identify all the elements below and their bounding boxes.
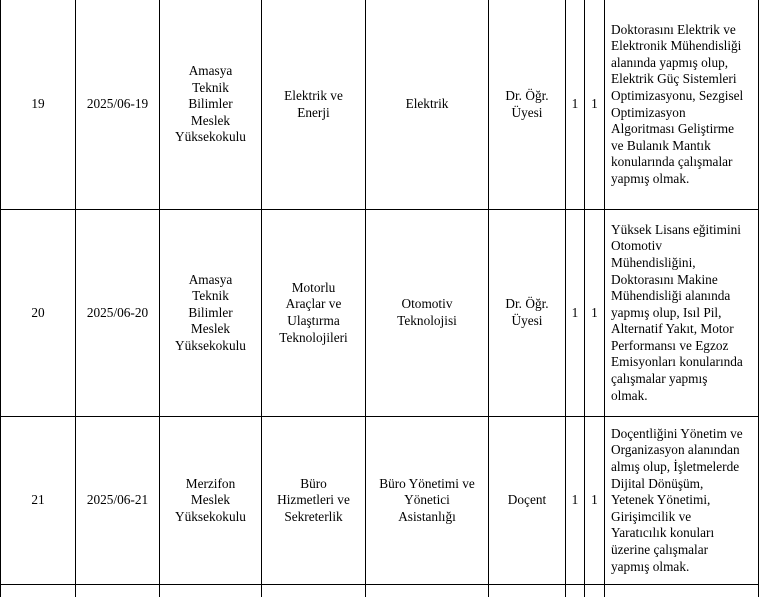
unit-name: Amasya Teknik Bilimler Meslek Yüksekokulu — [160, 210, 262, 417]
announcement-date: 2025/06-19 — [76, 0, 160, 210]
department-name: Motorlu Araçlar ve Ulaştırma Teknolojileri — [262, 210, 366, 417]
position-degree: 1 — [585, 0, 605, 210]
empty-cell — [489, 585, 566, 597]
row-number: 20 — [1, 210, 76, 417]
position-count: 1 — [566, 417, 585, 585]
program-name: Büro Yönetimi ve Yönetici Asistanlığı — [366, 417, 489, 585]
academic-title: Dr. Öğr. Üyesi — [489, 0, 566, 210]
table-row — [1, 210, 759, 417]
empty-cell — [76, 585, 160, 597]
row-number: 19 — [1, 0, 76, 210]
unit-name: Amasya Teknik Bilimler Meslek Yüksekokulu — [160, 0, 262, 210]
table-row — [1, 417, 759, 585]
row-number: 21 — [1, 417, 76, 585]
program-name: Elektrik — [366, 0, 489, 210]
position-degree: 1 — [585, 417, 605, 585]
empty-cell — [605, 585, 759, 597]
empty-cell — [585, 585, 605, 597]
position-count: 1 — [566, 210, 585, 417]
empty-cell — [366, 585, 489, 597]
requirements-description: Yüksek Lisans eğitimini Otomotiv Mühendisliğini, Doktorasını Makine Mühendisliği alanında yapmış olup, Isıl Pil, Alternatif Yakıt, Motor Performansı ve Egzoz Emisyonları konularında çalışmalar yapmış olmak. — [605, 210, 759, 417]
empty-cell — [160, 585, 262, 597]
program-name: Otomotiv Teknolojisi — [366, 210, 489, 417]
unit-name: Merzifon Meslek Yüksekokulu — [160, 417, 262, 585]
position-degree: 1 — [585, 210, 605, 417]
table-row — [1, 0, 759, 210]
empty-cell — [1, 585, 76, 597]
department-name: Elektrik ve Enerji — [262, 0, 366, 210]
academic-title: Dr. Öğr. Üyesi — [489, 210, 566, 417]
academic-title: Doçent — [489, 417, 566, 585]
department-name: Büro Hizmetleri ve Sekreterlik — [262, 417, 366, 585]
requirements-description: Doktorasını Elektrik ve Elektronik Mühendisliği alanında yapmış olup, Elektrik Güç Sistemleri Optimizasyonu, Sezgisel Optimizasyon Algoritması Geliştirme ve Bulanık Mantık konularında çalışmalar yapmış olmak. — [605, 0, 759, 210]
table-row-continuation — [1, 585, 759, 597]
empty-cell — [262, 585, 366, 597]
announcement-date: 2025/06-20 — [76, 210, 160, 417]
announcement-date: 2025/06-21 — [76, 417, 160, 585]
empty-cell — [566, 585, 585, 597]
position-count: 1 — [566, 0, 585, 210]
requirements-description: Doçentliğini Yönetim ve Organizasyon alanından almış olup, İşletmelerde Dijital Dönüşüm, Yetenek Yönetimi, Girişimcilik ve Yaratıcılık konuları üzerine çalışmalar yapmış olmak. — [605, 417, 759, 585]
